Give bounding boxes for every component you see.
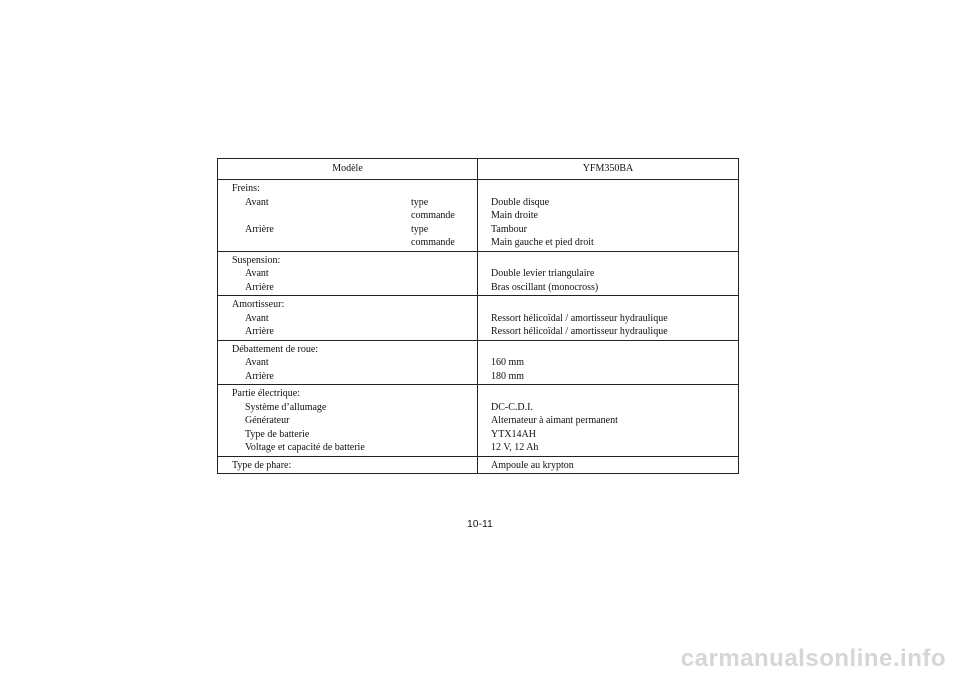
spec-qualifier: commande xyxy=(411,237,455,248)
section-values xyxy=(478,296,738,340)
section-labels xyxy=(218,296,478,340)
spec-label-text: Avant xyxy=(245,312,269,324)
spec-value: Alternateur à aimant permanent xyxy=(491,415,618,426)
spec-label xyxy=(218,414,477,428)
spec-label-text: Arrière xyxy=(245,326,274,337)
section-labels xyxy=(218,341,478,385)
spec-label-text: Amortisseur: xyxy=(232,299,285,310)
spec-value: Double levier triangulaire xyxy=(491,268,595,279)
section-labels xyxy=(218,180,478,251)
header-model-value: YFM350BA xyxy=(582,163,634,174)
spec-label xyxy=(218,236,477,250)
spec-value: Ressort hélicoïdal / amortisseur hydraulique xyxy=(491,326,668,337)
section-labels xyxy=(218,252,478,296)
spec-value: Double disque xyxy=(491,196,550,208)
spec-value xyxy=(478,254,738,268)
spec-label xyxy=(218,325,477,339)
spec-label xyxy=(218,428,477,442)
spec-label xyxy=(218,196,477,210)
spec-label xyxy=(218,356,477,370)
spec-label xyxy=(218,223,477,237)
section-title xyxy=(218,182,477,196)
spec-label-text: Générateur xyxy=(245,415,290,426)
spec-label-text: Type de batterie xyxy=(245,428,310,440)
watermark: carmanualsonline.info xyxy=(680,645,946,672)
section-labels xyxy=(218,457,478,474)
section-values xyxy=(478,341,738,385)
page-number: 10-11 xyxy=(467,519,493,530)
section-title xyxy=(218,343,477,357)
spec-value: Bras oscillant (monocross) xyxy=(491,281,599,293)
spec-label-text: Partie électrique: xyxy=(232,388,301,399)
spec-qualifier: commande xyxy=(411,210,455,221)
section-title xyxy=(218,387,477,401)
spec-label-text: Type de phare: xyxy=(232,459,292,471)
spec-label-text: Débattement de roue: xyxy=(232,343,319,355)
spec-value xyxy=(478,182,738,196)
spec-label-text: Arrière xyxy=(245,370,274,382)
spec-value: YTX14AH xyxy=(491,428,536,440)
table-section xyxy=(218,457,738,474)
spec-label-text: Voltage et capacité de batterie xyxy=(245,442,365,453)
spec-label xyxy=(218,281,477,295)
section-title xyxy=(218,254,477,268)
spec-label-text: Suspension: xyxy=(232,254,281,266)
spec-label xyxy=(218,401,477,415)
table-section xyxy=(218,180,738,252)
section-values xyxy=(478,457,738,474)
spec-label xyxy=(218,209,477,223)
table-section xyxy=(218,341,738,386)
spec-value: 160 mm xyxy=(491,357,525,368)
spec-value: 180 mm xyxy=(491,370,525,382)
table-section xyxy=(218,296,738,341)
spec-label-text: Arrière xyxy=(245,223,274,235)
spec-value: Tambour xyxy=(491,223,527,235)
table-section xyxy=(218,385,738,457)
spec-value xyxy=(478,387,738,401)
section-values xyxy=(478,252,738,296)
spec-value: Main droite xyxy=(491,210,538,221)
spec-value: Ampoule au krypton xyxy=(491,459,574,471)
spec-qualifier: type xyxy=(411,223,429,235)
table-body xyxy=(218,180,738,473)
spec-value xyxy=(478,343,738,357)
section-labels xyxy=(218,385,478,456)
spec-value: DC-C.D.I. xyxy=(491,401,533,413)
section-title xyxy=(218,459,477,473)
spec-table xyxy=(217,158,739,474)
spec-label-text: Avant xyxy=(245,268,269,279)
spec-label xyxy=(218,370,477,384)
spec-qualifier: type xyxy=(411,196,429,208)
table-header xyxy=(218,159,738,180)
spec-label-text: Freins: xyxy=(232,183,260,194)
spec-value xyxy=(478,298,738,312)
spec-value: Main gauche et pied droit xyxy=(491,237,594,248)
section-values xyxy=(478,385,738,456)
spec-label-text: Avant xyxy=(245,196,269,208)
spec-label xyxy=(218,267,477,281)
section-values xyxy=(478,180,738,251)
spec-label-text: Avant xyxy=(245,357,269,368)
spec-label-text: Système d’allumage xyxy=(245,401,327,413)
spec-label xyxy=(218,312,477,326)
spec-label xyxy=(218,441,477,455)
spec-value: 12 V, 12 Ah xyxy=(491,442,539,453)
header-model-label: Modèle xyxy=(218,159,478,179)
table-section xyxy=(218,252,738,297)
spec-value: Ressort hélicoïdal / amortisseur hydraulique xyxy=(491,312,668,324)
spec-label-text: Arrière xyxy=(245,281,274,293)
section-title xyxy=(218,298,477,312)
